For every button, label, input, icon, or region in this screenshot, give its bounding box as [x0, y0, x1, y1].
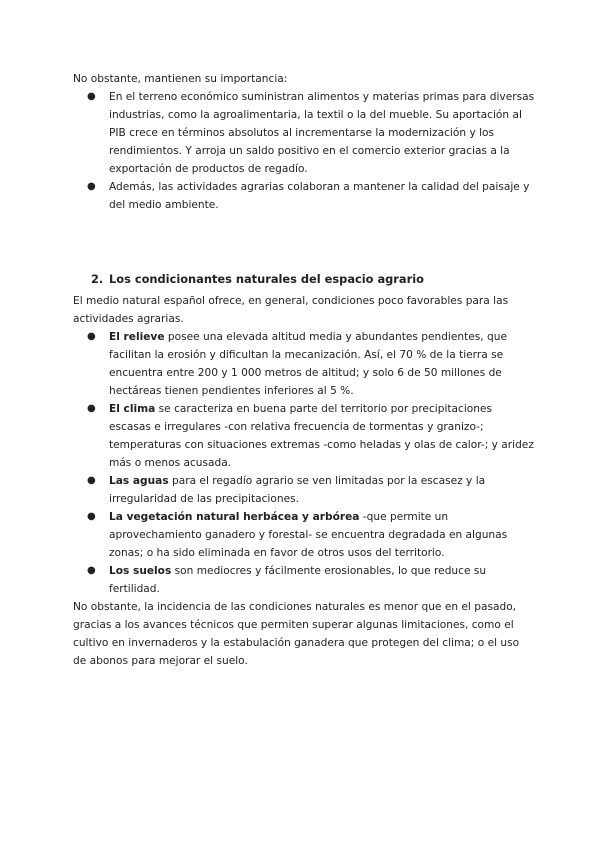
list-item	[73, 400, 535, 472]
importance-list	[73, 88, 535, 214]
bullet-icon: ●	[87, 511, 96, 522]
list-item	[73, 328, 535, 400]
list-item	[73, 508, 535, 562]
bullet-icon: ●	[87, 181, 96, 192]
list-item-text: se caracteriza en buena parte del territorio por precipitaciones escasas e irregulares -con relativa frecuencia de tormentas y granizo-; temperaturas con situaciones extremas -como heladas y olas de calor-; y aridez más o menos acusada.	[109, 403, 534, 469]
section-intro: El medio natural español ofrece, en general, condiciones poco favorables para las actividades agrarias.	[73, 295, 509, 325]
bullet-icon: ●	[87, 475, 96, 486]
section-spacer	[73, 214, 535, 270]
list-item-term: La vegetación natural herbácea y arbórea	[109, 511, 360, 523]
bullet-icon: ●	[87, 403, 96, 414]
section-heading	[73, 270, 535, 288]
list-item-text: son mediocres y fácilmente erosionables, lo que reduce su fertilidad.	[109, 565, 487, 595]
list-item	[73, 88, 535, 178]
conditions-list	[73, 328, 535, 598]
intro-paragraph: No obstante, mantienen su importancia:	[73, 73, 288, 85]
section-title: Los condicionantes naturales del espacio agrario	[109, 272, 424, 286]
list-item	[73, 178, 535, 214]
list-item-text: Además, las actividades agrarias colaboran a mantener la calidad del paisaje y del medio ambiente.	[109, 181, 530, 211]
list-item-term: El relieve	[109, 331, 165, 343]
list-item	[73, 562, 535, 598]
list-item-term: Las aguas	[109, 475, 169, 487]
bullet-icon: ●	[87, 565, 96, 576]
section-conclusion: No obstante, la incidencia de las condiciones naturales es menor que en el pasado, gracias a los avances técnicos que permiten superar algunas limitaciones, como el cultivo en invernaderos y la estabulación ganadera que protegen del clima; o el uso de abonos para mejorar el suelo.	[73, 601, 520, 667]
list-item-text: -que permite un aprovechamiento ganadero y forestal- se encuentra degradada en algunas zonas; o ha sido eliminada en favor de otros usos del territorio.	[109, 511, 508, 559]
list-item	[73, 472, 535, 508]
document-page	[73, 70, 535, 670]
list-item-text: para el regadío agrario se ven limitadas por la escasez y la irregularidad de las precipitaciones.	[109, 475, 486, 505]
list-item-term: Los suelos	[109, 565, 172, 577]
list-item-term: El clima	[109, 403, 156, 415]
bullet-icon: ●	[87, 331, 96, 342]
list-item-text: posee una elevada altitud media y abundantes pendientes, que facilitan la erosión y dificultan la mecanización. Así, el 70 % de la tierra se encuentra entre 200 y 1 000 metros de altitud; y solo 6 de 50 millones de hectáreas tienen pendientes inferiores al 5 %.	[109, 331, 507, 397]
section-number: 2.	[91, 272, 104, 286]
bullet-icon: ●	[87, 91, 96, 102]
list-item-text: En el terreno económico suministran alimentos y materias primas para diversas industrias, como la agroalimentaria, la textil o la del mueble. Su aportación al PIB crece en términos absolutos al incrementarse la modernización y los rendimientos. Y arroja un saldo positivo en el comercio exterior gracias a la exportación de productos de regadío.	[109, 91, 535, 175]
